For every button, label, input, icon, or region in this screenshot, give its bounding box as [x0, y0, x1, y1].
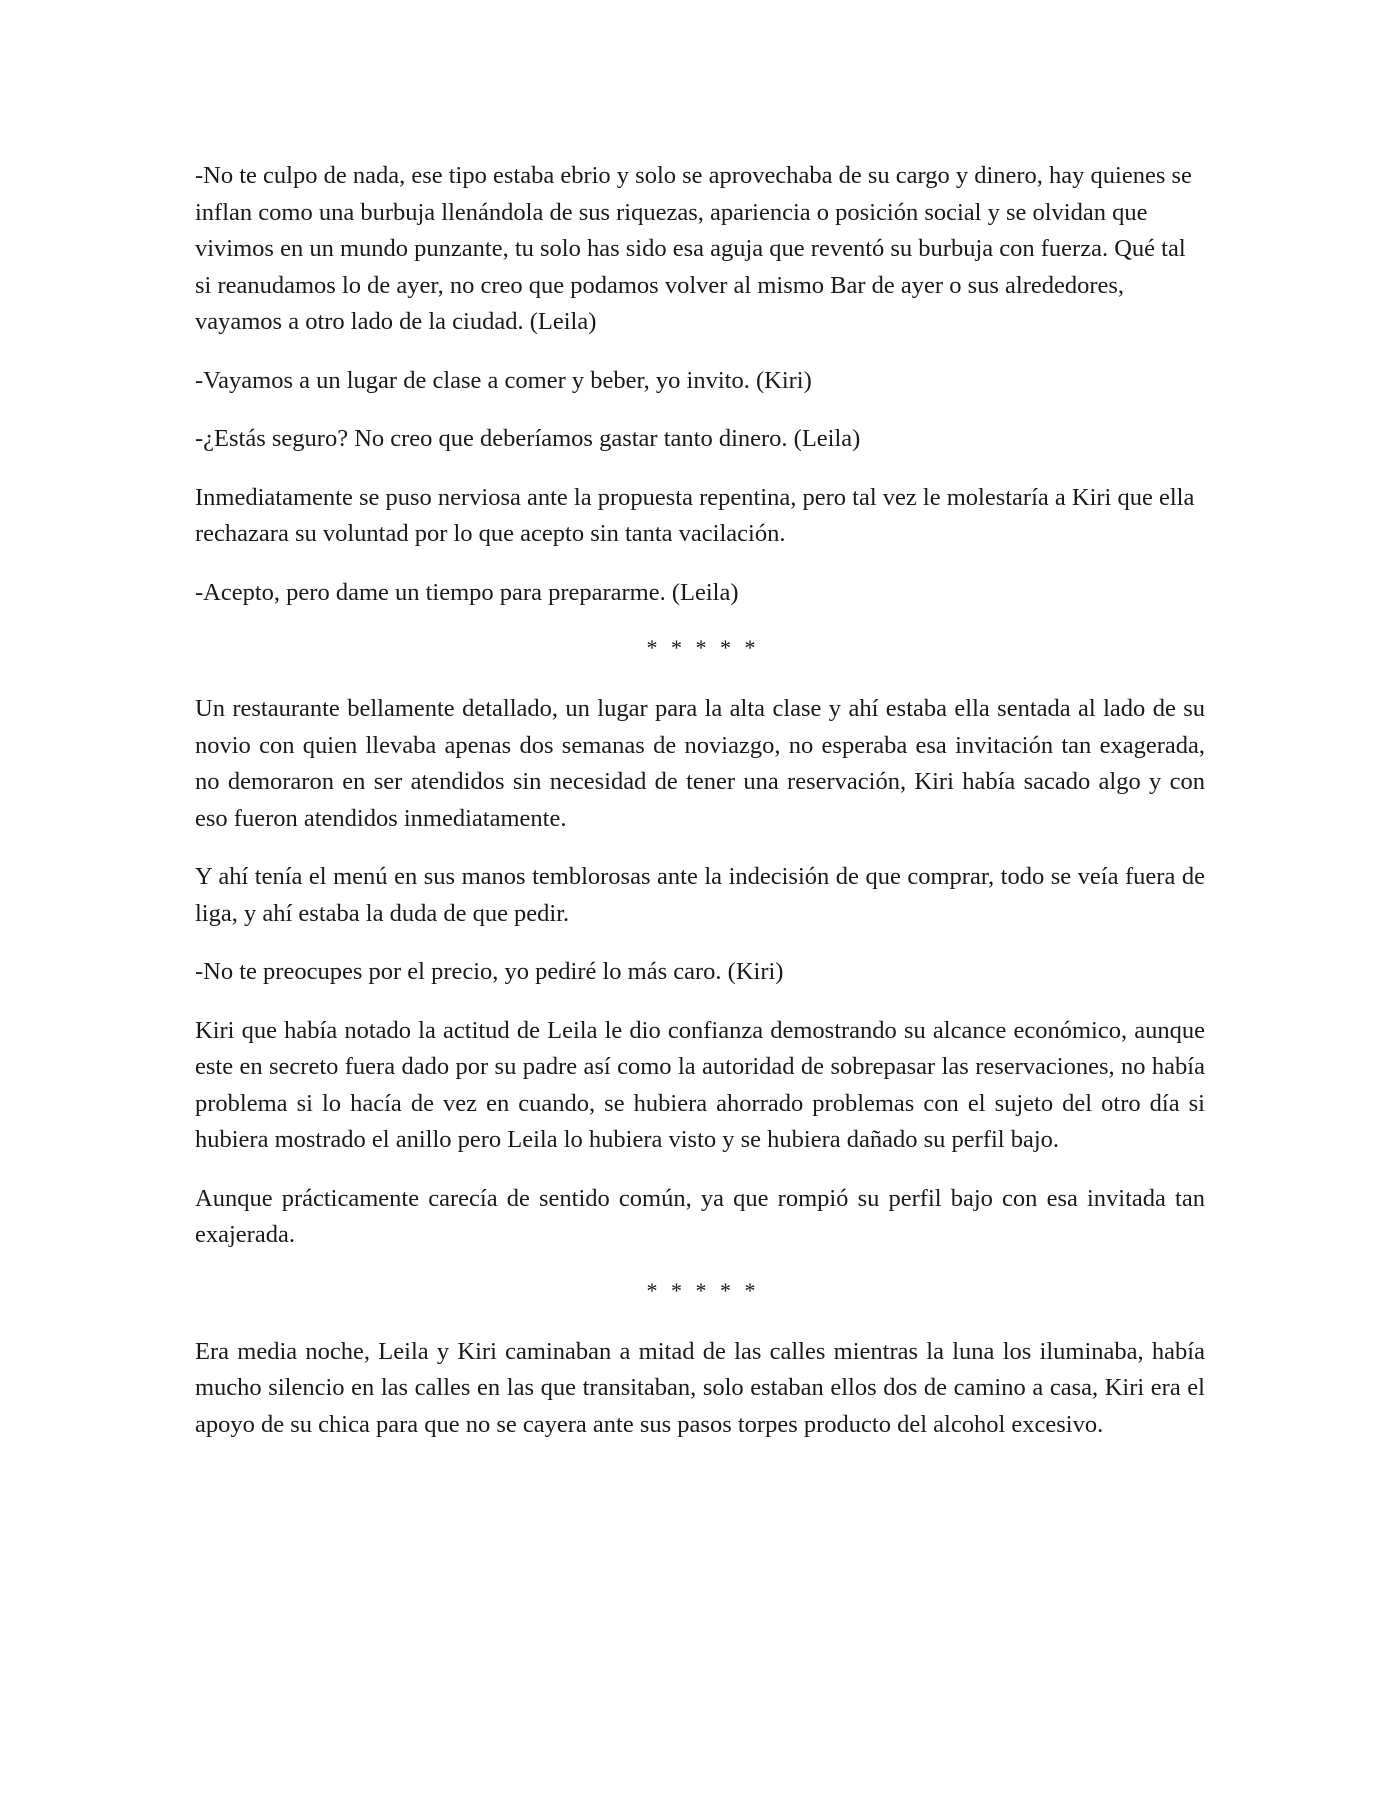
scene-separator: * * * * *: [646, 635, 760, 660]
paragraph-narration-1: Inmediatamente se puso nerviosa ante la propuesta repentina, pero tal vez le molestaría a Kiri que ella rechazara su voluntad por lo que acepto sin tanta vacilación.: [195, 483, 1195, 547]
paragraph-narration-6: Era media noche, Leila y Kiri caminaban a mitad de las calles mientras la luna los iluminaba, había mucho silencio en las calles en las que transitaban, solo estaban ellos dos de camino a casa, Kiri era el apoyo de su chica para que no se cayera ante sus pasos torpes producto del alcohol excesivo.: [195, 1337, 1205, 1438]
paragraph-leila-dialogue-2: -¿Estás seguro? No creo que deberíamos gastar tanto dinero. (Leila): [195, 425, 861, 452]
paragraph-kiri-dialogue-2: -No te preocupes por el precio, yo pediré lo más caro. (Kiri): [195, 958, 784, 985]
scene-separator: * * * * *: [646, 1277, 760, 1303]
paragraph-leila-dialogue-3: -Acepto, pero dame un tiempo para prepararme. (Leila): [195, 578, 739, 606]
paragraph-narration-3: Y ahí tenía el menú en sus manos temblorosas ante la indecisión de que comprar, todo se veía fuera de liga, y ahí estaba la duda de que pedir.: [195, 863, 1205, 927]
paragraph-narration-5: Aunque prácticamente carecía de sentido común, ya que rompió su perfil bajo con esa invitada tan exajerada.: [195, 1184, 1205, 1248]
paragraph-leila-dialogue-1: -No te culpo de nada, ese tipo estaba ebrio y solo se aprovechaba de su cargo y dinero, hay quienes se inflan como una burbuja llenándola de sus riquezas, apariencia o posición social y se olvidan que vivimos en un mundo punzante, tu solo has sido esa aguja que reventó su burbuja con fuerza. Qué tal si reanudamos lo de ayer, no creo que podamos volver al mismo Bar de ayer o sus alrededores, vayamos a otro lado de la ciudad. (Leila): [195, 162, 1192, 335]
paragraph-narration-2: Un restaurante bellamente detallado, un lugar para la alta clase y ahí estaba ella sentada al lado de su novio con quien llevaba apenas dos semanas de noviazgo, no esperaba esa invitación tan exagerada, no demoraron en ser atendidos sin necesidad de tener una reservación, Kiri había sacado algo y con eso fueron atendidos inmediatamente.: [195, 695, 1205, 832]
paragraph-narration-4: Kiri que había notado la actitud de Leila le dio confianza demostrando su alcance económico, aunque este en secreto fuera dado por su padre así como la autoridad de sobrepasar las reservaciones, no había problema si lo hacía de vez en cuando, se hubiera ahorrado problemas con el sujeto del otro día si hubiera mostrado el anillo pero Leila lo hubiera visto y se hubiera dañado su perfil bajo.: [195, 1016, 1205, 1153]
paragraph-kiri-dialogue-1: -Vayamos a un lugar de clase a comer y beber, yo invito. (Kiri): [195, 366, 812, 394]
document-page: [195, 158, 1205, 1465]
